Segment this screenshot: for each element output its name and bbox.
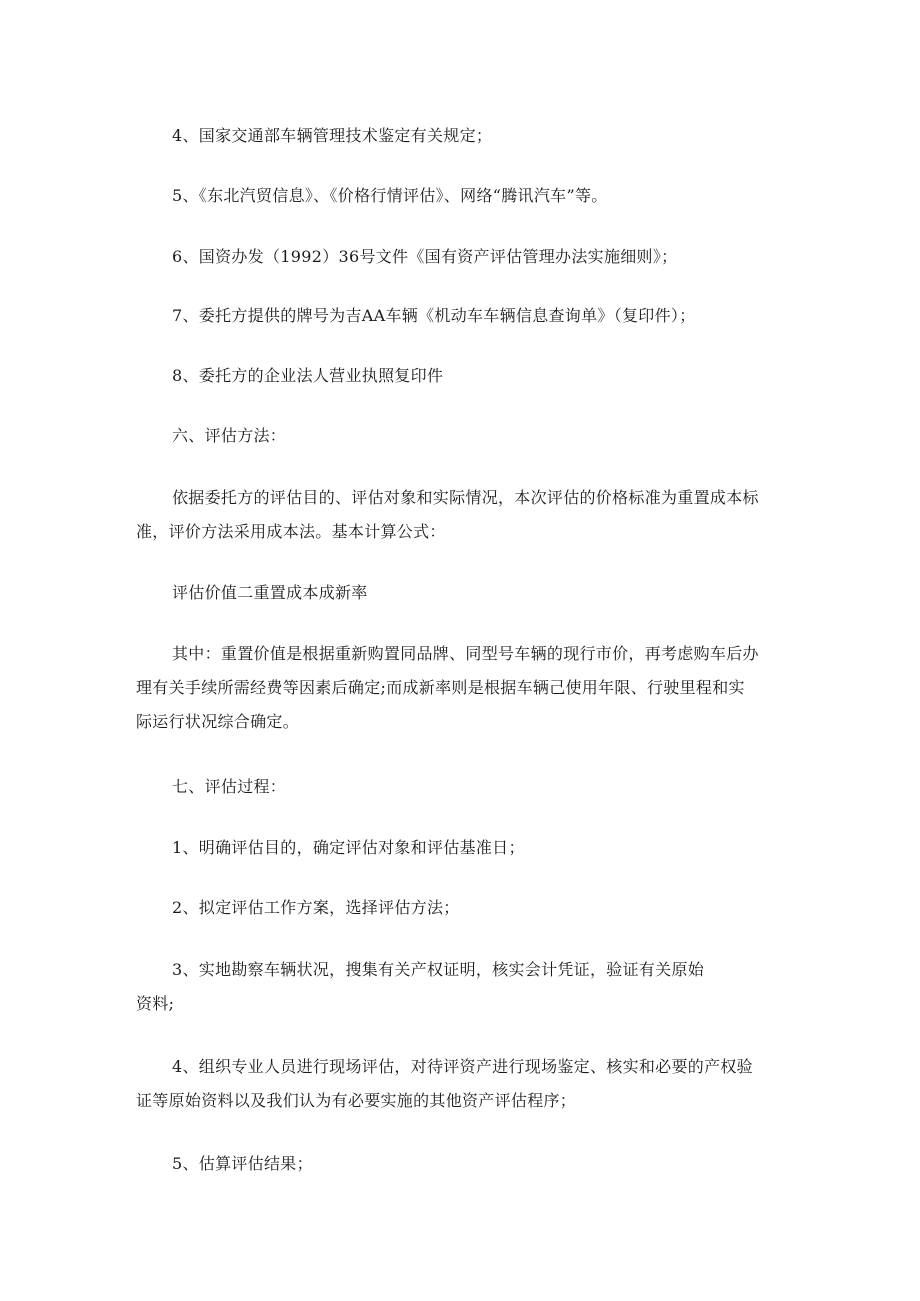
process-step-1 — [136, 831, 796, 865]
text-line: 7、委托方提供的牌号为吉AA车辆《机动车车辆信息查询单》（复印件）； — [172, 306, 696, 325]
process-step-4 — [136, 1050, 796, 1118]
text-line: 5、估算评估结果； — [172, 1154, 313, 1173]
text-line: 证等原始资料以及我们认为有必要实施的其他资产评估程序； — [136, 1091, 577, 1110]
text-line: 4、组织专业人员进行现场评估，对待评资产进行现场鉴定、核实和必要的产权验 — [172, 1057, 753, 1076]
text-line: 1、明确评估目的，确定评估对象和评估基准日； — [172, 838, 525, 857]
basis-item-8 — [136, 359, 796, 393]
process-step-5 — [136, 1147, 796, 1181]
section-heading-process — [136, 770, 796, 804]
text-line: 5、《东北汽贸信息》、《价格行情评估》、网络“腾讯汽车”等。 — [172, 186, 608, 205]
section-heading: 七、评估过程： — [172, 777, 287, 796]
text-line: 际运行状况综合确定。 — [136, 712, 300, 731]
text-line: 2、拟定评估工作方案，选择评估方法； — [172, 898, 460, 917]
text-line: 6、国资办发（1992）36号文件《国有资产评估管理办法实施细则》； — [172, 247, 678, 266]
text-line: 4、国家交通部车辆管理技术鉴定有关规定； — [172, 126, 493, 145]
text-line: 资料; — [136, 994, 175, 1013]
text-line: 其中：重置价值是根据重新购置同品牌、同型号车辆的现行市价，再考虑购车后办 — [172, 644, 759, 663]
section-heading-method — [136, 419, 796, 453]
explanation-paragraph — [136, 637, 796, 739]
process-step-2 — [136, 891, 796, 925]
text-line: 评估价值二重置成本成新率 — [172, 583, 368, 602]
text-line: 依据委托方的评估目的、评估对象和实际情况，本次评估的价格标准为重置成本标 — [172, 488, 759, 507]
text-line: 理有关手续所需经费等因素后确定;而成新率则是根据车辆己使用年限、行驶里程和实 — [136, 678, 745, 697]
text-line: 8、委托方的企业法人营业执照复印件 — [172, 366, 444, 385]
section-heading: 六、评估方法： — [172, 426, 287, 445]
basis-item-6 — [136, 240, 796, 274]
text-line: 准，评价方法采用成本法。基本计算公式： — [136, 522, 446, 541]
text-line: 3、实地勘察车辆状况，搜集有关产权证明，核实会计凭证，验证有关原始 — [172, 960, 705, 979]
basis-item-5 — [136, 179, 796, 213]
formula-line — [136, 576, 796, 610]
method-paragraph — [136, 481, 796, 549]
basis-item-7 — [136, 299, 796, 333]
process-step-3 — [136, 953, 796, 1021]
basis-item-4 — [136, 119, 796, 153]
